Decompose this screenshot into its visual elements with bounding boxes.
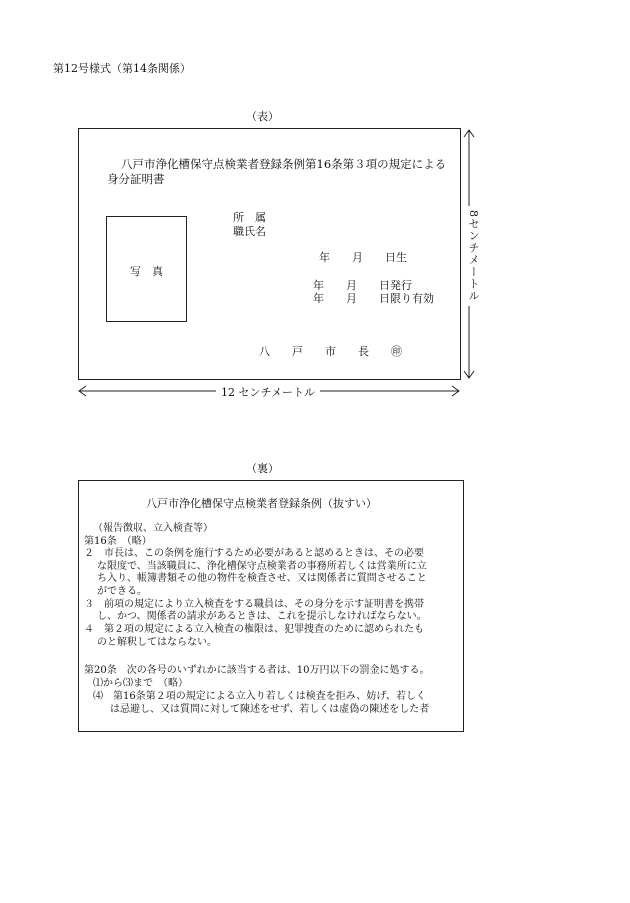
- back-text-line: ４ 第２項の規定による立入検査の権限は、犯罪捜査のために認められたも: [84, 624, 424, 635]
- width-dimension-label: 12 センチメートル: [216, 384, 320, 400]
- back-text-line: は忌避し、又は質問に対して陳述をせず、若しくは虚偽の陳述をした者: [110, 704, 430, 715]
- mayor-seal-line: 八 戸 市 長 ㊞: [259, 345, 402, 358]
- back-text-line: し、かつ、関係者の請求があるときは、これを提示しなければならない。: [97, 611, 427, 622]
- id-card-back: [78, 480, 464, 732]
- back-text-line: ができる。: [97, 586, 147, 597]
- back-text-line: のと解釈してはならない。: [97, 637, 217, 648]
- back-face-label: （裏）: [246, 462, 279, 475]
- back-text-line: ⑷ 第16条第２項の規定による立入り若しくは検査を拒み、妨げ、若しく: [93, 691, 426, 702]
- back-text-line: な限度で、当該職員に、浄化槽保守点検業者の事務所若しくは営業所に立: [97, 561, 427, 572]
- issued-date-line: 年 月 日発行: [313, 279, 412, 292]
- photo-label: 写 真: [130, 265, 163, 278]
- birth-date-line: 年 月 日生: [319, 251, 407, 264]
- back-text-line: ３ 前項の規定により立入検査をする職員は、その身分を示す証明書を携帯: [84, 599, 424, 610]
- back-text-line: ち入り、帳簿書類その他の物件を検査させ、又は関係者に質問させること: [97, 573, 427, 584]
- height-dimension-label: 8センチメートル: [465, 206, 481, 306]
- back-text-line: 第20条 次の各号のいずれかに該当する者は、10万円以下の罰金に処する。: [84, 665, 430, 676]
- back-text-line: （報告徴収、立入検査等）: [93, 523, 213, 534]
- back-text-line: ⑴から⑶まで （略）: [93, 678, 188, 689]
- affiliation-label: 所 属: [233, 211, 266, 224]
- card-title-line2: 身分証明書: [107, 172, 165, 186]
- back-text-line: ２ 市長は、この条例を施行するため必要があると認めるときは、その必要: [84, 548, 424, 559]
- valid-until-line: 年 月 日限り有効: [313, 292, 434, 305]
- card-title-line1: 八戸市浄化槽保守点検業者登録条例第16条第３項の規定による: [121, 157, 447, 171]
- form-number: 第12号様式（第14条関係）: [53, 62, 191, 75]
- front-face-label: （表）: [246, 110, 279, 123]
- back-text-line: 第16条 （略）: [84, 536, 152, 547]
- back-title: 八戸市浄化槽保守点検業者登録条例（抜すい）: [146, 497, 377, 510]
- name-label: 職氏名: [233, 225, 266, 238]
